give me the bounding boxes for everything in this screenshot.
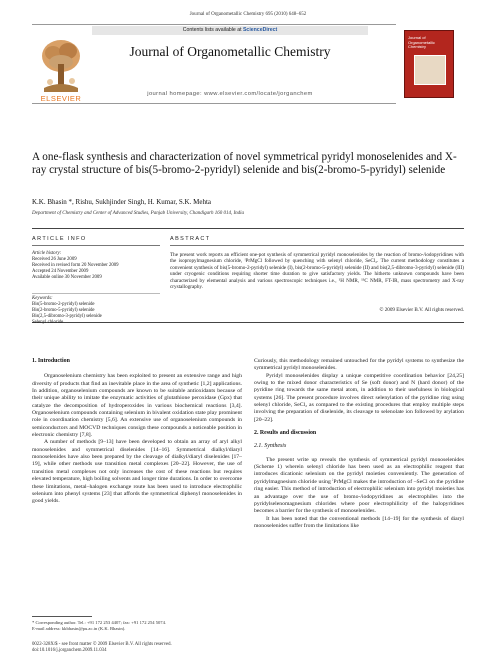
paragraph: Pyridyl monoselenides display a unique competitive coordination behavior [24,25] owing to the mixed donor characteristics of Se (soft donor) and N (hard donor) of the pyridine ring towards the same metal atom, in addition to their usefulness in biological systems [26]. The present procedure involves direct selenylation of the pyridine ring using selenyl chloride, SeCl₂ as compared to the existing procedures that employ multiple steps involving the preparation of diselenide, its cleavage to selenolate ion followed by arylation [20–22].: [254, 372, 464, 423]
article-affiliation: Department of Chemistry and Center of Advanced Studies, Panjab University, Chandigarh 160 014, India: [32, 211, 245, 216]
contents-bar: [92, 26, 368, 35]
abstract-text: The present work reports an efficient one-pot synthesis of symmetrical pyridyl monoselenides by the reaction of bromo-/iodopyridines with the isopropylmagnesium chloride, ⁱPrMgCl followed by quenching with selenyl chloride, SeCl₂. The current methodology constitutes a convenient synthesis of bis(5-bromo-2-pyridyl) selenide (I), bis(2-bromo-5-pyridyl) selenide (II) and bis(2,5-dibromo-3-pyridyl) selenide (III) under cryogenic conditions requiring shorter time duration to give satisfactory yields. The hitherto unknown compounds have been characterized by elemental analysis and various spectroscopic techniques i.e., ¹H NMR, ¹³C NMR, FT-IR, mass spectrometry and X-ray crystallography.: [170, 252, 464, 291]
history-item: Received in revised form 20 November 2009: [32, 263, 119, 269]
keywords-divider: [32, 293, 160, 294]
left-column: [32, 358, 242, 506]
info-divider: [32, 245, 160, 246]
article-history: [32, 251, 160, 281]
journal-homepage[interactable]: journal homepage: www.elsevier.com/locate/jorganchem: [147, 91, 313, 97]
paragraph: A number of methods [9–13] have been developed to obtain an array of aryl alkyl monoselenides and symmetrical diselenides [14–16]. Symmetrical dialkyl/diaryl monoselenides have also been prepared by the cleavage of dialkyl/diaryl diselenides [17–19], while other methods use transition metal complexes [20–22]. However, the use of transition metal complexes not only increases the cost of these reactions but requires elevated temperature, high boiling solvents and longer time durations. In order to overcome these limitations, metal–halogen exchange route has been used to introduce electrophilic selenium into phenyl systems [23] that affords the symmetrical diphenyl monoselenides in good yields.: [32, 439, 242, 505]
cover-image: [414, 55, 446, 85]
paragraph: Organoselenium chemistry has been exploited to present an extensive range and high diversity of products that find an inevitable place in the area of synthetic [1,2] applications. In addition, organoselenium compounds are known to be suitable antioxidants because of their unique ability to imitate the enzymatic activities of glutathione peroxidase (Gpx) that catalyze the decomposition of hydroperoxides in various biochemical reactions [3,4]. Organoselenium compounds containing selenium in bivalent oxidation state play prominent role in coordination chemistry [5,6]. An extensive use of organoselenium compounds in semiconductors and MOCVD techniques consign these compounds a noticeable position in electronic chemistry [7,8].: [32, 373, 242, 439]
author-email[interactable]: E-mail address: kkbhasin@pu.ac.in (K.K. Bhasin).: [32, 625, 126, 631]
subsection-heading: 2.1. Synthesis: [254, 443, 287, 450]
right-column: [254, 358, 464, 530]
abstract-copyright: © 2009 Elsevier B.V. All rights reserved.: [379, 307, 464, 313]
keyword-item: Selenyl chloride: [32, 320, 64, 326]
abstract-divider: [170, 245, 464, 246]
section-heading: 1. Introduction: [32, 358, 70, 364]
journal-title: Journal of Organometallic Chemistry: [129, 44, 331, 59]
elsevier-wordmark: ELSEVIER: [40, 94, 82, 103]
history-label: Article history:: [32, 251, 62, 256]
keyword-item: Bis(2-bromo-5-pyridyl) selenide: [32, 308, 95, 314]
keyword-item: Bis(5-bromo-2-pyridyl) selenide: [32, 302, 95, 308]
journal-reference: Journal of Organometallic Chemistry 695 (2010) 648–652: [189, 12, 307, 17]
corresponding-author: * Corresponding author. Tel.: +91 172 253 4407; fax: +91 172 254 5074.: [32, 620, 167, 625]
history-item: Available online 30 November 2009: [32, 275, 102, 281]
sciencedirect-link[interactable]: ScienceDirect: [242, 27, 278, 33]
paragraph: Curiously, this methodology remained untouched for the pyridyl systems to synthesize the symmetrical pyridyl monoselenides.: [254, 358, 464, 372]
history-item: Accepted 24 November 2009: [32, 269, 89, 275]
doi-link[interactable]: doi:10.1016/j.jorganchem.2009.11.034: [32, 647, 107, 653]
issn-line: 0022-328X/$ - see front matter © 2009 Elsevier B.V. All rights reserved.: [32, 642, 172, 647]
article-title: A one-flask synthesis and characterization of novel symmetrical pyridyl monoselenides and X-ray crystal structure of bis(5-bromo-2-pyridyl) selenide and bis(2-bromo-5-pyridyl) selenide: [32, 151, 457, 177]
contents-prefix: Contents lists available at: [182, 27, 243, 33]
paragraph: It has been noted that the conventional methods [14–19] for the synthesis of diaryl monoselenides suffer from the limitations like: [254, 515, 464, 529]
paragraph: The present write up reveals the synthesis of symmetrical pyridyl monoselenides (Scheme 1) wherein selenyl chloride has been used as an electrophilic reagent that introduces dicationic selenium on the pyridyl moieties conveniently. The generation of pyridylmagnesium chloride using ⁱPrMgCl makes the introduction of –SeCl on the pyridine ring easier. This method of introduction of electrophilic selenium into pyridyl moieties has an advantage over the use of bromo-/iodopyridines as electrophiles into the pyridylselenomagnesium chlorides where poor electrophilicity of the halopyridines becomes a barrier for the synthesis of monoselenides.: [254, 456, 464, 515]
elsevier-tree-logo-icon: [38, 36, 84, 94]
divider-top: [32, 228, 464, 229]
journal-cover: [404, 30, 454, 98]
page-footer: [32, 642, 292, 654]
section-heading: 2. Results and discussion: [254, 430, 317, 437]
footnote-rule: [32, 616, 92, 617]
cover-title: Journal of Organometallic Chemistry: [408, 35, 435, 50]
article-info-heading: ARTICLE INFO: [32, 236, 87, 242]
article-authors: K.K. Bhasin *, Rishu, Sukhjinder Singh, H. Kumar, S.K. Mehta: [32, 198, 211, 206]
footnote: [32, 620, 242, 632]
keyword-item: Bis(2,5-dibromo-3-pyridyl) selenide: [32, 314, 102, 320]
history-item: Received 26 June 2009: [32, 257, 77, 263]
keywords: [32, 296, 160, 326]
abstract-heading: ABSTRACT: [170, 236, 211, 242]
keywords-label: Keywords:: [32, 296, 53, 301]
